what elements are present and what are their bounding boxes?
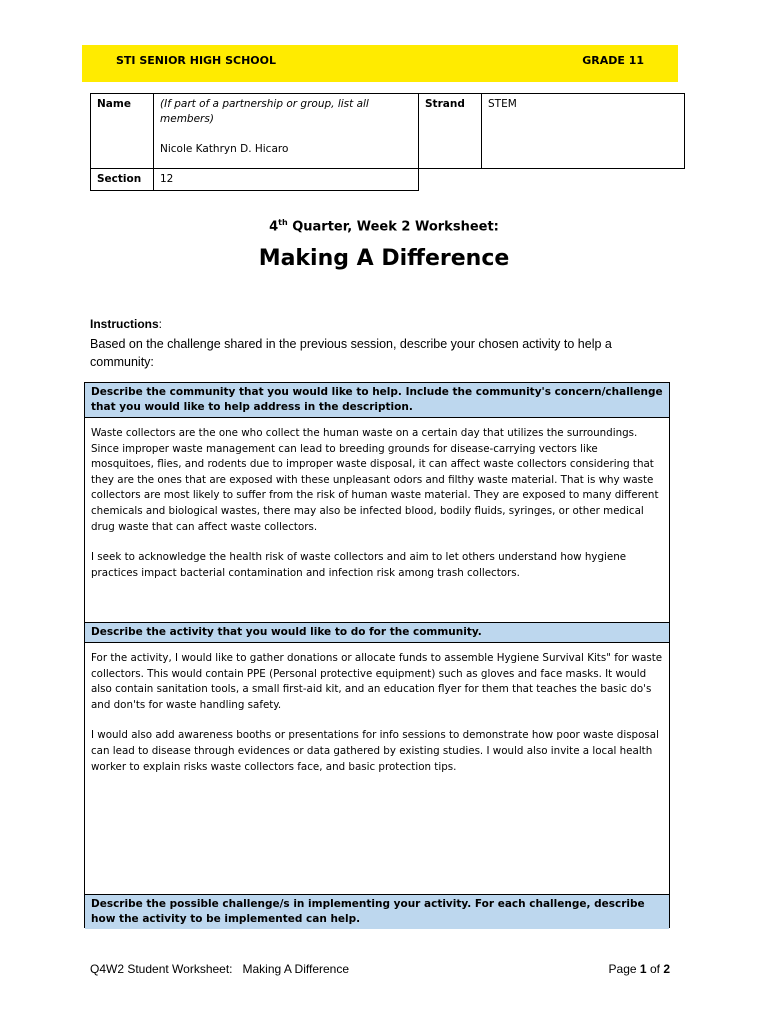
page-num: 1	[639, 962, 647, 976]
challenge-section-header: Describe the possible challenge/s in implementing your activity. For each challenge, describe how the activity to be implemented can help.	[85, 895, 669, 929]
activity-paragraph-1: For the activity, I would like to gather donations or allocate funds to assemble Hygiene Survival Kits" for waste collectors. This would contain PPE (Personal protective equipment) such as gloves and face masks. It would also contain sanitation tools, a small first-aid kit, and an education flyer for them that teaches the basic do's and don'ts for waste handling safety.	[91, 652, 663, 711]
quarter-number: 4	[269, 219, 279, 235]
instructions-text: Based on the challenge shared in the previous session, describe your chosen activity to help a community:	[90, 337, 612, 369]
instructions-colon: :	[158, 317, 163, 331]
section-value: 12	[154, 169, 419, 191]
activity-section	[84, 622, 670, 895]
student-info-table	[90, 93, 685, 191]
quarter-suffix: th	[278, 218, 288, 227]
challenge-section	[84, 894, 670, 928]
name-cell	[154, 94, 419, 169]
empty-cell	[419, 169, 685, 191]
instructions-label	[90, 317, 162, 331]
community-section-body[interactable]	[85, 418, 669, 581]
name-hint: (If part of a partnership or group, list all members)	[160, 98, 369, 125]
name-value: Nicole Kathryn D. Hicaro	[160, 143, 289, 155]
footer-page-number	[609, 962, 670, 976]
activity-section-header: Describe the activity that you would like to do for the community.	[85, 623, 669, 643]
activity-paragraph-2: I would also add awareness booths or presentations for info sessions to demonstrate how poor waste disposal can lead to disease through evidences or data gathered by existing studies. I would also invite a local health worker to explain risks waste collectors face, and basic protection tips.	[91, 729, 659, 773]
community-paragraph-1: Waste collectors are the one who collect the human waste on a certain day that utilizes the surroundings. Since improper waste management can lead to breeding grounds for disease-carrying vectors like mosquitoes, flies, and rodents due to improper waste disposal, it can affect waste collectors considering that they are the ones that are exposed with these unpleasant odors and filthy waste material. That is why waste collectors are most likely to suffer from the risk of human waste material. They are exposed to many different chemicals and biological wastes, there may also be infected blood, bodily fluids, syringes, or other medical drug waste that can affect waste collectors.	[91, 427, 659, 533]
page-title: Making A Difference	[258, 246, 510, 271]
community-paragraph-2: I seek to acknowledge the health risk of waste collectors and aim to let others understand how hygiene practices impact bacterial contamination and infection risk among trash collectors.	[91, 551, 627, 579]
worksheet-subtitle	[0, 218, 768, 234]
of-word: of	[649, 962, 660, 976]
page-word: Page	[608, 962, 637, 976]
section-label: Section	[91, 169, 154, 191]
subtitle-text: Quarter, Week 2 Worksheet:	[287, 219, 499, 235]
community-section-header: Describe the community that you would like to help. Include the community's concern/challenge that you would like to help address in the description.	[85, 383, 669, 418]
strand-label: Strand	[419, 94, 482, 169]
name-label: Name	[91, 94, 154, 169]
header-banner	[82, 45, 678, 82]
strand-value: STEM	[482, 94, 685, 169]
footer-doc-title: Q4W2 Student Worksheet: Making A Difference	[90, 962, 350, 976]
community-section	[84, 382, 670, 623]
grade-level: GRADE 11	[582, 54, 644, 67]
page-total: 2	[663, 962, 670, 976]
instructions-label-text: Instructions	[90, 317, 159, 331]
school-name: STI SENIOR HIGH SCHOOL	[116, 54, 277, 67]
activity-section-body[interactable]	[85, 643, 669, 775]
